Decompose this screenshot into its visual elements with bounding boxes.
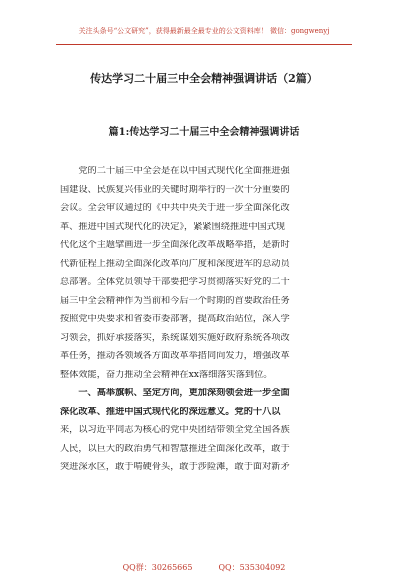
body-line: 深化改革、推进中国式现代化的深远意义。党的十八以 (60, 406, 281, 417)
header-divider (56, 44, 352, 45)
body-line: 代新征程上推动全面深化改革向广度和深度进军的总动员 (60, 258, 290, 269)
footer-qq: QQ：535304092 (218, 563, 286, 572)
body-line: 按照党中央要求和省委市委部署，提高政治站位，深入学 (60, 314, 290, 324)
body-line: 来，以习近平同志为核心的党中央团结带领全党全国各族 (60, 425, 290, 435)
document-title: 传达学习二十届三中全会精神强调讲话（2篇） (90, 72, 318, 85)
body-line: 革任务，推动各领域各方面改革举措同向发力，增强改革 (60, 351, 290, 361)
body-line: 代化这个主题擘画进一步全面深化改革战略举措，是新时 (60, 240, 290, 250)
section-title: 篇1:传达学习二十届三中全会精神强调讲话 (108, 127, 300, 138)
body-line: 总部署。全体党员领导干部要把学习贯彻落实好党的二十 (60, 277, 290, 287)
body-line: 党的二十届三中全会是在以中国式现代化全面推进强 (60, 166, 290, 176)
header-banner: 关注头条号“公文研究”，获得最新最全最专业的公文资料库！ 微信：gongwenyj (78, 27, 330, 35)
footer-contact (0, 562, 408, 573)
body-line: 人民，以巨大的政治勇气和智慧推进全面深化改革，敢于 (60, 443, 290, 454)
body-line: 整体效能，奋力推动全会精神在xx落细落实落到位。 (60, 369, 273, 380)
body-line: 国建设、民族复兴伟业的关键时期举行的一次十分重要的 (60, 184, 290, 195)
body-line: 革、推进中国式现代化的决定》，紧紧围绕推进中国式现 (60, 221, 286, 232)
body-line: 习领会，抓好承接落实，系统谋划实施好政府系统各项改 (60, 332, 290, 343)
body-line: 会议。全会审议通过的《中共中央关于进一步全面深化改 (60, 203, 290, 213)
body-line: 届三中全会精神作为当前和今后一个时期的首要政治任务 (60, 295, 290, 306)
body-line: 一、高举旗帜、坚定方向，更加深刻领会进一步全面 (60, 388, 290, 398)
footer-qq-group: QQ群：30265665 (122, 563, 193, 572)
body-line: 突进深水区，敢于啃硬骨头，敢于涉险滩，敢于面对新矛 (60, 462, 290, 472)
